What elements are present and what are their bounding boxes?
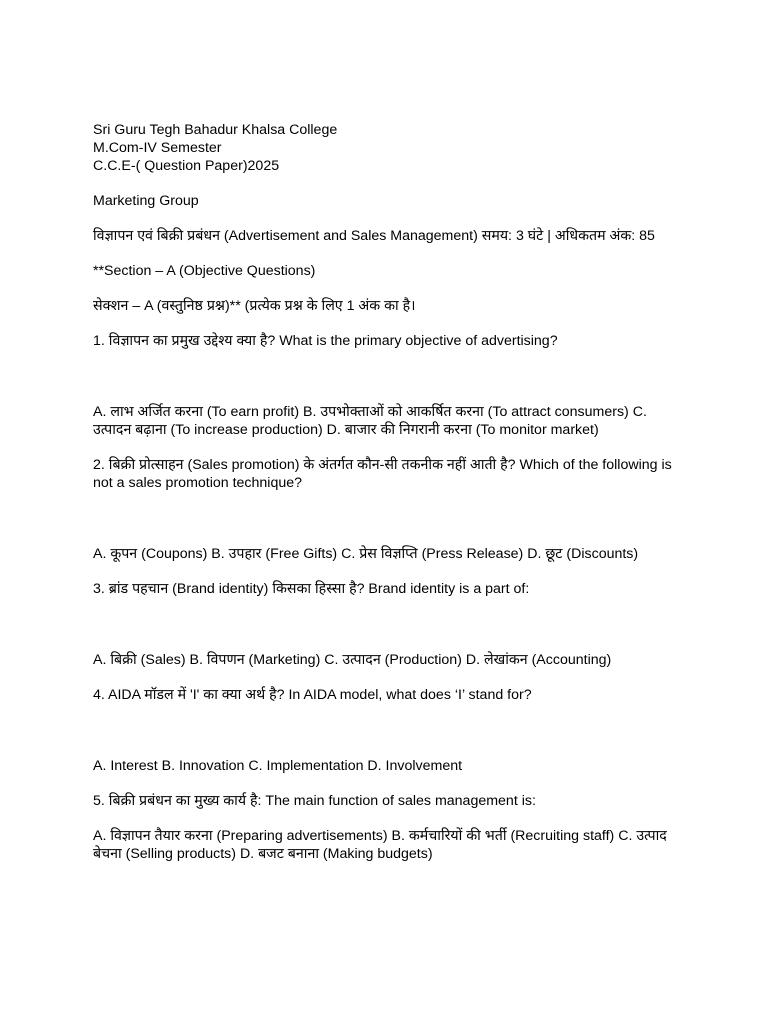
question-2-options: A. कूपन (Coupons) B. उपहार (Free Gifts) C. प्रेस विज्ञप्ति (Press Release) D. छूट (Discounts): [93, 546, 639, 562]
question-4: 4. AIDA मॉडल में 'I' का क्या अर्थ है? In AIDA model, what does ‘I’ stand for?: [93, 687, 532, 703]
question-4-options: A. Interest B. Innovation C. Implementation D. Involvement: [93, 758, 463, 774]
group-label: Marketing Group: [93, 193, 199, 209]
question-1-options: A. लाभ अर्जित करना (To earn profit) B. उपभोक्ताओं को आकर्षित करना (To attract consumers) C. उत्पादन बढ़ाना (To increase production) D. बाजार की निगरानी करना (To monitor market): [93, 404, 647, 438]
question-2: 2. बिक्री प्रोत्साहन (Sales promotion) के अंतर्गत कौन-सी तकनीक नहीं आती है? Which of the following is not a sales promotion technique?: [93, 457, 672, 491]
paper-title: C.C.E-( Question Paper)2025: [93, 158, 280, 174]
document-page: [93, 121, 673, 863]
question-3-options: A. बिक्री (Sales) B. विपणन (Marketing) C. उत्पादन (Production) D. लेखांकन (Accounting): [93, 652, 612, 668]
question-5-options: A. विज्ञापन तैयार करना (Preparing advertisements) B. कर्मचारियों की भर्ती (Recruiting staff) C. उत्पाद बेचना (Selling products) D. बजट बनाना (Making budgets): [93, 828, 667, 862]
semester-label: M.Com-IV Semester: [93, 140, 222, 156]
question-1: 1. विज्ञापन का प्रमुख उद्देश्य क्या है? What is the primary objective of advertising?: [93, 333, 558, 349]
section-heading-en: **Section – A (Objective Questions): [93, 263, 316, 279]
section-heading-hi: सेक्शन – A (वस्तुनिष्ठ प्रश्न)** (प्रत्येक प्रश्न के लिए 1 अंक का है।: [93, 298, 416, 314]
subject-line: विज्ञापन एवं बिक्री प्रबंधन (Advertisement and Sales Management) समय: 3 घंटे | अधिकतम अंक: 85: [93, 228, 655, 244]
question-3: 3. ब्रांड पहचान (Brand identity) किसका हिस्सा है? Brand identity is a part of:: [93, 581, 530, 597]
question-5: 5. बिक्री प्रबंधन का मुख्य कार्य है: The main function of sales management is:: [93, 793, 536, 809]
college-name: Sri Guru Tegh Bahadur Khalsa College: [93, 122, 338, 138]
